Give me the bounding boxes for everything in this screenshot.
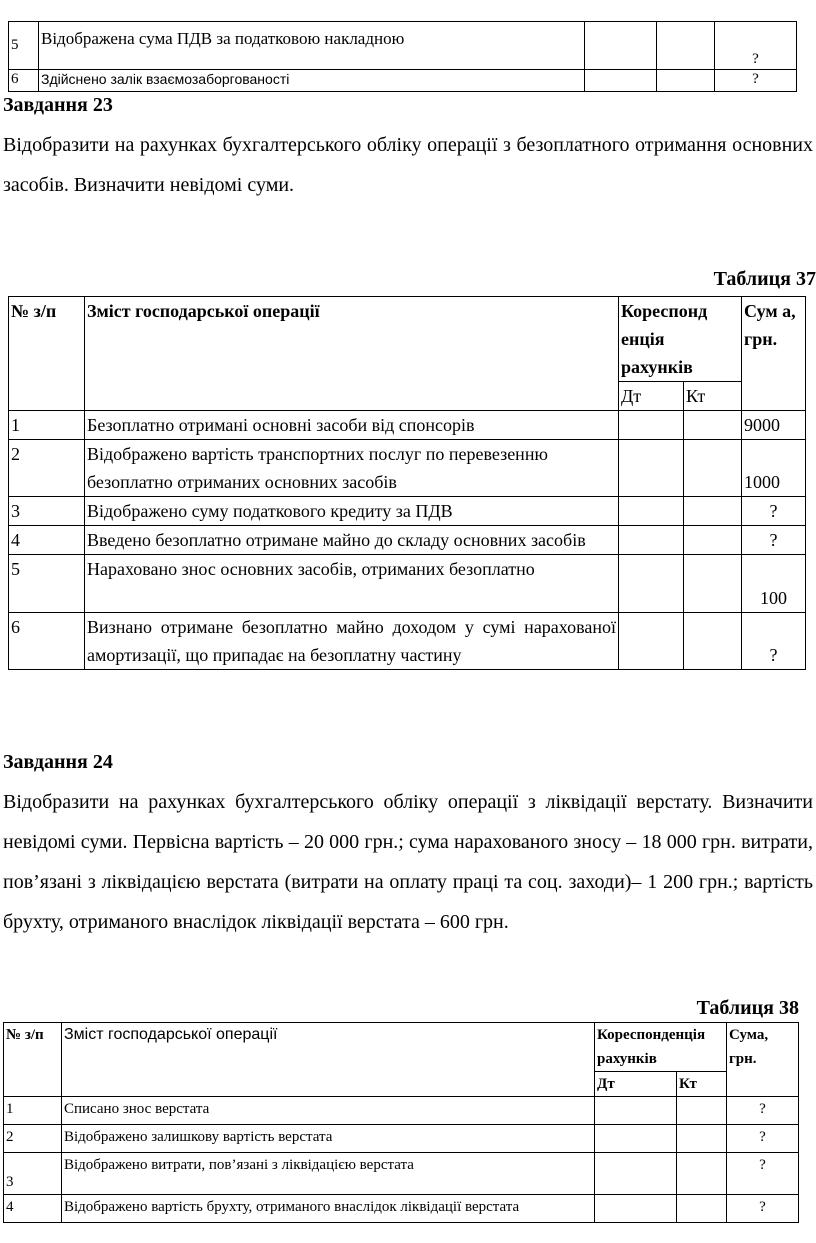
top-table	[8, 21, 797, 92]
operation-text: Відображено залишкову вартість верстата	[62, 1125, 595, 1153]
debit-cell	[619, 440, 684, 497]
header-sum: Сума, грн.	[727, 1023, 799, 1097]
task24-heading: Завдання 24	[3, 751, 113, 773]
row-number: 1	[9, 411, 85, 440]
row-number: 1	[4, 1097, 62, 1125]
sum-cell: ?	[727, 1097, 799, 1125]
debit-cell	[619, 497, 684, 526]
sum-cell: ?	[727, 1195, 799, 1223]
credit-cell	[684, 555, 742, 613]
row-number: 5	[9, 555, 85, 613]
credit-cell	[677, 1097, 727, 1125]
table-row	[9, 613, 806, 670]
sum-cell: ?	[727, 1125, 799, 1153]
header-content: Зміст господарської операції	[85, 297, 619, 411]
sum-cell: ?	[742, 526, 806, 555]
credit-cell	[677, 1125, 727, 1153]
table-row	[9, 555, 806, 613]
header-sum: Сум а, грн.	[742, 297, 806, 411]
operation-text: Нараховано знос основних засобів, отриманих безоплатно	[85, 555, 619, 613]
debit-cell	[595, 1125, 677, 1153]
operation-text: Введено безоплатно отримане майно до складу основних засобів	[85, 526, 619, 555]
operation-text: Відображена сума ПДВ за податковою накладною	[39, 22, 585, 70]
task24-text: Відобразити на рахунках бухгалтерського обліку операції з ліквідації верстату. Визначити невідомі суми. Первісна вартість – 20 000 грн.; сума нарахованого зносу – 18 000 грн. витрати, пов’язані з ліквідацією верстата (витрати на оплату праці та соц. заходи)– 1 200 грн.; вартість брухту, отриманого внаслідок ліквідації верстата – 600 грн.	[3, 791, 813, 933]
row-number: 2	[9, 440, 85, 497]
table-header-row	[4, 1023, 799, 1072]
header-correspondence: Кореспонд енція рахунків	[619, 297, 742, 382]
sum-cell: ?	[742, 613, 806, 670]
sum-cell: 100	[742, 555, 806, 613]
credit-cell	[684, 526, 742, 555]
table-37	[8, 296, 806, 670]
table37-caption: Таблиця 37	[713, 268, 816, 290]
header-num: № з/п	[9, 297, 85, 411]
header-credit: Кт	[684, 382, 742, 411]
table-row	[9, 22, 797, 70]
credit-cell	[684, 497, 742, 526]
table-row	[4, 1195, 799, 1223]
sum-cell: ?	[742, 497, 806, 526]
operation-text: Відображено вартість транспортних послуг по перевезенню безоплатно отриманих основних засобів	[85, 440, 619, 497]
row-number: 2	[4, 1125, 62, 1153]
sum-cell: ?	[715, 70, 797, 92]
table-38	[3, 1022, 799, 1223]
table38-caption: Таблиця 38	[696, 997, 799, 1019]
row-number: 4	[4, 1195, 62, 1223]
operation-text: Списано знос верстата	[62, 1097, 595, 1125]
row-number: 6	[9, 613, 85, 670]
operation-text: Відображено суму податкового кредиту за ПДВ	[85, 497, 619, 526]
credit-cell	[657, 70, 715, 92]
header-debit: Дт	[595, 1072, 677, 1097]
debit-cell	[619, 555, 684, 613]
header-num: № з/п	[4, 1023, 62, 1097]
row-number: 3	[4, 1153, 62, 1195]
debit-cell	[619, 613, 684, 670]
sum-cell: 1000	[742, 440, 806, 497]
row-number: 4	[9, 526, 85, 555]
table-header-row	[9, 297, 806, 382]
operation-text: Відображено витрати, пов’язані з ліквідацією верстата	[62, 1153, 595, 1195]
row-number: 6	[9, 70, 39, 92]
table-row	[9, 411, 806, 440]
debit-cell	[595, 1195, 677, 1223]
header-correspondence: Кореспонденція рахунків	[595, 1023, 727, 1072]
credit-cell	[677, 1153, 727, 1195]
credit-cell	[684, 411, 742, 440]
credit-cell	[657, 22, 715, 70]
task23-heading: Завдання 23	[3, 94, 113, 116]
table-row	[9, 440, 806, 497]
credit-cell	[684, 613, 742, 670]
operation-text: Визнано отримане безоплатно майно доходом у сумі нарахованої амортизації, що припадає на безоплатну частину	[85, 613, 619, 670]
operation-text: Здійснено залік взаємозаборгованості	[39, 70, 585, 92]
header-credit: Кт	[677, 1072, 727, 1097]
credit-cell	[684, 440, 742, 497]
sum-cell: ?	[715, 22, 797, 70]
debit-cell	[585, 70, 657, 92]
debit-cell	[585, 22, 657, 70]
table-row	[9, 70, 797, 92]
table-row	[4, 1097, 799, 1125]
debit-cell	[595, 1153, 677, 1195]
row-number: 5	[9, 22, 39, 70]
credit-cell	[677, 1195, 727, 1223]
debit-cell	[619, 526, 684, 555]
row-number: 3	[9, 497, 85, 526]
sum-cell: ?	[727, 1153, 799, 1195]
operation-text: Відображено вартість брухту, отриманого внаслідок ліквідації верстата	[62, 1195, 595, 1223]
debit-cell	[619, 411, 684, 440]
task23-text: Відобразити на рахунках бухгалтерського обліку операції з безоплатного отримання основних засобів. Визначити невідомі суми.	[3, 134, 813, 196]
debit-cell	[595, 1097, 677, 1125]
header-debit: Дт	[619, 382, 684, 411]
table-row	[9, 526, 806, 555]
sum-cell: 9000	[742, 411, 806, 440]
table-row	[4, 1153, 799, 1195]
table-row	[9, 497, 806, 526]
operation-text: Безоплатно отримані основні засоби від спонсорів	[85, 411, 619, 440]
header-content: Зміст господарської операції	[62, 1023, 595, 1097]
table-row	[4, 1125, 799, 1153]
